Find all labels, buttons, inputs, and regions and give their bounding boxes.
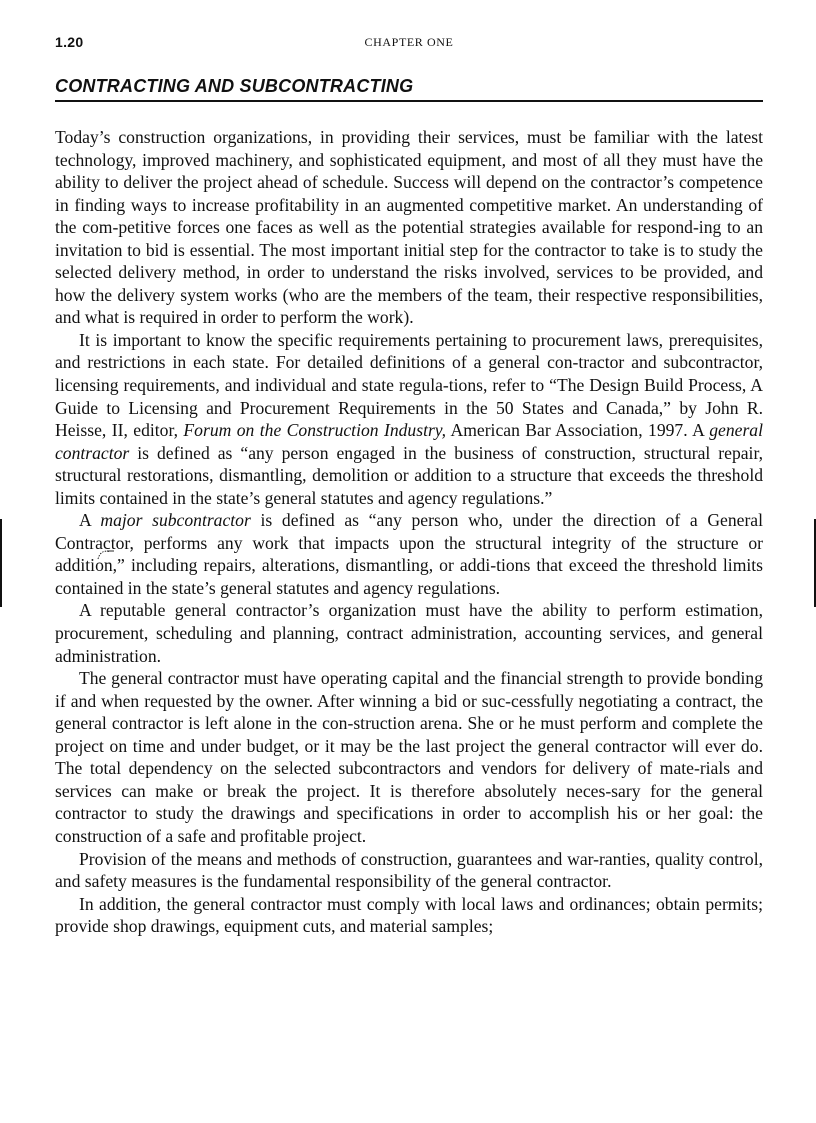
running-head <box>55 34 763 56</box>
paragraph-2-text-c: American Bar Association, 1997. A <box>446 420 710 441</box>
publication-title: Forum on the Construction Industry, <box>183 420 447 441</box>
paragraph-5: The general contractor must have operating capital and the financial strength to provide bonding if and when requested by the owner. After winning a bid or suc-cessfully negotiating a contract, the general contractor is left alone in the con-struction arena. She or he must perform and complete the project on time and under budget, or it may be the last project the general contractor will ever do. The total dependency on the selected subcontractors and vendors for delivery of mate-rials and services can make or break the project. It is therefore absolutely neces-sary for the general contractor to study the drawings and specifications in order to accomplish his or her goal: the construction of a safe and profitable project. <box>55 668 763 846</box>
paragraph-2 <box>55 329 763 509</box>
paragraph-3 <box>55 509 763 599</box>
paragraph-3-text-a: A <box>79 510 101 531</box>
term-major-subcontractor: major subcontractor <box>100 510 251 531</box>
paragraph-7: In addition, the general contractor must comply with local laws and ordinances; obtain permits; provide shop drawings, equipment cuts, and material samples; <box>55 893 763 937</box>
left-margin-change-bar <box>0 519 2 607</box>
paragraph-3-text-c: is defined as “any person who, under the direction of a General Contractor, performs any work that impacts upon the structural integrity of the structure or addition,” including repairs, alterations, dismantling, or addi-tions that exceed the threshold limits contained in the state’s general statutes and agency regulations. <box>55 510 763 598</box>
paragraph-2-text-e: is defined as “any person engaged in the business of construction, structural repair, structural restorations, dismantling, demolition or addition to a structure that exceeds the threshold limits contained in the state’s general statutes and agency regulations.” <box>55 442 763 508</box>
chapter-label: CHAPTER ONE <box>364 35 454 49</box>
paragraph-1: Today’s construction organizations, in providing their services, must be familiar with the latest technology, improved machinery, and sophisticated equipment, and most of all they must have the ability to deliver the project ahead of schedule. Success will depend on the contractor’s competence in finding ways to increase profitability in an augmented competitive market. An understanding of the com-petitive forces one faces as well as the potential strategies available for respond-ing to an invitation to bid is essential. The most important initial step for the contractor to take is to study the selected delivery method, in order to understand the risks involved, services to be provided, and how the delivery system works (who are the members of the team, their respective responsibilities, and what is required in order to perform the work). <box>55 127 763 328</box>
paragraph-4: A reputable general contractor’s organization must have the ability to perform estimation, procurement, scheduling and planning, contract administration, accounting services, and general administration. <box>55 600 763 666</box>
paragraph-6: Provision of the means and methods of construction, guarantees and war-ranties, quality control, and safety measures is the fundamental responsibility of the general contractor. <box>55 848 763 892</box>
paragraph-2-text-a: It is important to know the specific requirements pertaining to procurement laws, prerequisites, and restrictions in each state. For detailed definitions of a general con-tractor and subcontractor, licensing requirements, and individual and state regula-tions, refer to “The Design Build Process, A Guide to Licensing and Procurement Requirements in the 50 States and Canada,” by John R. Heisse, II, editor, <box>55 329 763 441</box>
body-text <box>55 126 763 938</box>
page-number: 1.20 <box>55 34 84 50</box>
term-general-contractor: general contractor <box>55 420 763 463</box>
proof-correction-mark-icon <box>97 549 115 561</box>
section-heading: CONTRACTING AND SUBCONTRACTING <box>55 74 763 102</box>
